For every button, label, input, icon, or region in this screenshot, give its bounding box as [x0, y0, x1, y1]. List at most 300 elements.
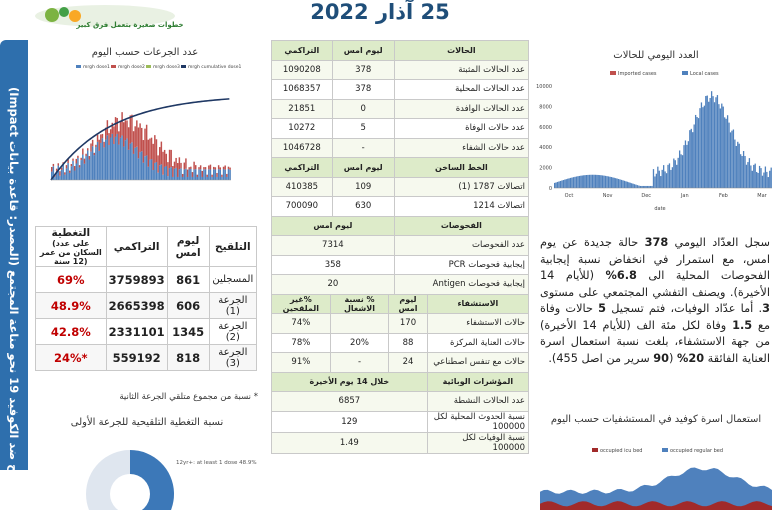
dose-bar	[89, 156, 90, 159]
dose-bar	[177, 163, 178, 177]
cases-head-day: ليوم امس	[332, 41, 394, 61]
summary-figure: 6.8%	[605, 269, 637, 282]
dose-bar	[166, 166, 167, 180]
dose-bar	[71, 164, 72, 166]
dose-bar	[94, 155, 95, 180]
dose-bar	[54, 177, 55, 180]
daily-bar	[667, 165, 668, 188]
dose-bar	[103, 147, 104, 180]
summary-text: سرير من اصل 455).	[548, 351, 654, 365]
daily-xtick: Jan	[680, 193, 689, 199]
daily-bar	[756, 172, 757, 188]
dose-bar	[115, 117, 116, 137]
daily-bar	[678, 158, 679, 188]
dose-bar	[151, 138, 152, 159]
dose-bar	[98, 151, 99, 180]
dose-bar	[215, 167, 216, 169]
daily-bar	[634, 184, 635, 188]
legend-regular: occupied regular bed	[670, 448, 724, 454]
dose-bar	[169, 168, 170, 180]
daily-bar	[589, 175, 590, 188]
daily-bar	[590, 175, 591, 188]
dose-bar	[180, 163, 181, 169]
daily-bar	[730, 132, 731, 188]
daily-bar	[762, 176, 763, 188]
daily-bar	[570, 178, 571, 188]
daily-bar	[631, 183, 632, 188]
dose-bar	[202, 171, 203, 177]
daily-bar	[656, 174, 657, 188]
daily-bar	[574, 177, 575, 188]
daily-bar	[755, 164, 756, 188]
dose-bar	[51, 167, 52, 172]
vac-total: 559192	[106, 345, 167, 371]
dose-bar	[143, 140, 144, 163]
dose-bar	[175, 168, 176, 180]
daily-bar	[619, 179, 620, 188]
hosp-head-occ: % نسبة الاشغال	[330, 294, 389, 314]
daily-bar	[609, 177, 610, 188]
daily-bar	[598, 175, 599, 188]
daily-bar	[616, 179, 617, 188]
dose-bar	[139, 152, 140, 180]
tests-head-day: ليوم امس	[272, 216, 395, 236]
dose-bar	[223, 169, 224, 180]
dose-bar	[62, 165, 63, 180]
dose-bar	[143, 163, 144, 180]
dose-bar	[146, 155, 147, 180]
dose-bar	[118, 131, 119, 144]
summary-text: (للأيام 14 الأخيرة). ويصنف التفشي المجتمعي على مستوى	[540, 269, 770, 299]
daily-bar	[560, 181, 561, 188]
dose-bar	[136, 120, 137, 146]
daily-bar	[701, 102, 702, 188]
hospital-table	[271, 294, 529, 454]
dose-bar	[89, 159, 90, 180]
daily-xtick: Oct	[564, 193, 574, 199]
vaccination-section	[28, 40, 262, 470]
daily-bar	[725, 119, 726, 188]
dose-bar	[95, 147, 96, 180]
daily-bar	[763, 173, 764, 188]
dose-bar	[152, 170, 153, 180]
daily-bar	[673, 159, 674, 188]
dose-bar	[92, 140, 93, 146]
vac-label: الجرعة (2)	[209, 319, 256, 345]
cases-table	[271, 40, 529, 295]
daily-bar	[648, 186, 649, 188]
daily-xlabel: date	[654, 206, 666, 212]
doses-legend-1: mrgh dose1	[83, 65, 110, 70]
dose-bar	[195, 169, 196, 180]
dose-bar	[82, 149, 83, 155]
summary-text: حالة جديدة عن يوم امس، مع استمرار في انخفاض نسبة إيجابية الفحوصات المحلية الى	[540, 236, 770, 282]
table-row: عدد حالات الشفاء - 1046728	[272, 138, 529, 158]
daily-bar	[728, 123, 729, 188]
daily-bar	[711, 91, 712, 188]
daily-bar	[717, 95, 718, 188]
dose-bar	[149, 160, 150, 180]
daily-bar	[644, 186, 645, 188]
hotline-head-label: الخط الساخن	[394, 158, 528, 178]
dose-bar	[224, 170, 225, 180]
dose-bar	[102, 138, 103, 180]
daily-bar	[757, 173, 758, 188]
daily-bar	[628, 182, 629, 188]
summary-figure: 378	[644, 236, 669, 249]
vac-cov: 69%	[36, 267, 107, 293]
summary-text: . أما عدّاد الوفيات، فتم تسجيل	[606, 302, 763, 315]
dose-bar	[66, 165, 67, 168]
dose-bar	[110, 129, 111, 137]
table-row: حالات مع تنفس اصطناعي 24 - 91%	[272, 353, 529, 373]
daily-xtick: Feb	[718, 193, 728, 199]
daily-bar	[567, 179, 568, 188]
dose-bar	[130, 144, 131, 180]
vac-label: الجرعة (1)	[209, 293, 256, 319]
dose-bar	[221, 177, 222, 180]
daily-bar	[606, 176, 607, 188]
table-row: إيجابية فحوصات PCR 358	[272, 255, 529, 275]
daily-bar	[710, 98, 711, 188]
daily-bar	[749, 158, 750, 188]
dose-bar	[74, 170, 75, 180]
daily-ytick: 8000	[539, 104, 552, 111]
daily-bar	[557, 182, 558, 188]
daily-bar	[662, 170, 663, 188]
daily-bar	[682, 155, 683, 188]
table-row: عدد الحالات الوافدة 0 21851	[272, 99, 529, 119]
dose-bar	[216, 173, 217, 177]
dose-bar	[64, 172, 65, 174]
dose-bar	[211, 175, 212, 177]
daily-cases-section	[532, 40, 780, 470]
daily-bar	[583, 175, 584, 188]
daily-ytick: 4000	[539, 145, 552, 152]
table-row: نسبة الحدوث المحلية لكل 100000 129	[272, 411, 529, 432]
daily-bar	[650, 186, 651, 188]
daily-bar	[760, 168, 761, 188]
daily-bar	[573, 177, 574, 188]
dose-bar	[185, 158, 186, 168]
daily-bar	[752, 171, 753, 188]
tests-head-label: الفحوصات	[394, 216, 528, 236]
side-band-title: التلقيح ضد الكوفيد 19 نحو مناعة المجتمع (المصدر: قاعدة بيانات Impact)	[7, 87, 21, 503]
dose-bar	[123, 147, 124, 180]
daily-bar	[654, 176, 655, 188]
vac-head-total: التراكمي	[106, 227, 167, 267]
daily-bar	[708, 102, 709, 188]
dose-bar	[184, 169, 185, 180]
daily-bar	[582, 175, 583, 188]
dose-bar	[198, 167, 199, 169]
daily-bar	[596, 175, 597, 188]
dose-bar	[206, 177, 207, 180]
summary-text: سجل العدّاد اليومي	[668, 236, 770, 249]
daily-cases-chart	[532, 66, 780, 226]
vac-cov: 24%*	[36, 345, 107, 371]
cases-head-label: الحالات	[394, 41, 528, 61]
hosp-head-day: ليوم امس	[389, 294, 427, 314]
dose-bar	[105, 140, 106, 180]
daily-bar	[766, 172, 767, 188]
daily-bar	[571, 178, 572, 188]
dose-bar	[138, 158, 139, 180]
daily-bar	[753, 165, 754, 188]
dose-bar	[169, 150, 170, 168]
daily-bar	[579, 176, 580, 188]
dose-bar	[94, 153, 95, 155]
dose-bar	[108, 133, 109, 145]
dose-bar	[139, 123, 140, 152]
dose-bar	[229, 170, 230, 180]
daily-bar	[695, 115, 696, 188]
dose-bar	[213, 167, 214, 169]
dose-bar	[133, 154, 134, 180]
coverage-donut	[58, 432, 257, 510]
daily-bar	[643, 186, 644, 188]
dose-bar	[226, 174, 227, 177]
daily-bar	[724, 117, 725, 188]
legend-local: Local cases	[690, 71, 719, 77]
dose-bar	[159, 165, 160, 180]
dose-bar	[229, 168, 230, 170]
daily-bar	[622, 180, 623, 188]
dose-bar	[85, 156, 86, 180]
daily-bar	[605, 176, 606, 188]
daily-bar	[750, 165, 751, 188]
daily-bar	[554, 183, 555, 188]
dose-bar	[110, 138, 111, 180]
dose-bar	[66, 168, 67, 180]
dose-bar	[188, 169, 189, 180]
dose-bar	[112, 134, 113, 180]
daily-bar	[676, 165, 677, 188]
dose-bar	[98, 140, 99, 151]
daily-bar	[746, 165, 747, 188]
daily-bar	[614, 178, 615, 188]
dose-bar	[87, 150, 88, 180]
daily-bar	[759, 166, 760, 188]
hotline-head-day: ليوم امس	[332, 158, 394, 178]
dose-bar	[130, 115, 131, 143]
daily-bar	[587, 175, 588, 188]
dose-bar	[144, 156, 145, 180]
daily-ytick: 10000	[536, 84, 552, 90]
dose-bar	[156, 139, 157, 162]
daily-bar	[688, 141, 689, 188]
dose-bar	[220, 167, 221, 169]
dose-bar	[210, 169, 211, 180]
dose-bar	[115, 137, 116, 180]
daily-bar	[585, 175, 586, 188]
daily-bar	[743, 151, 744, 188]
daily-ytick: 6000	[539, 124, 552, 131]
summary-paragraph	[540, 235, 770, 367]
daily-bar	[640, 186, 641, 188]
dose-bar	[213, 169, 214, 180]
dose-bar	[185, 169, 186, 180]
daily-bar	[599, 175, 600, 188]
daily-bar	[672, 167, 673, 188]
dose-bar	[154, 163, 155, 180]
daily-bar	[675, 160, 676, 188]
daily-bar	[744, 156, 745, 188]
dose-bar	[90, 152, 91, 180]
dose-bar	[228, 169, 229, 180]
daily-bar	[712, 96, 713, 188]
table-row	[36, 345, 257, 371]
daily-bar	[692, 132, 693, 188]
dose-bar	[59, 171, 60, 176]
daily-bar	[718, 104, 719, 188]
side-band	[0, 40, 28, 503]
summary-text: وفاة لكل مئة الف (للأيام 14 الأخيرة) من جهة الاستشفاء، بلغت نسبة استعمال اسرة العناية الفائقة	[540, 318, 770, 365]
dose-bar	[59, 176, 60, 180]
dose-bar	[220, 170, 221, 180]
dose-bar	[221, 175, 222, 177]
dose-bar	[146, 125, 147, 156]
table-row: عدد الحالات المحلية 378 1068357	[272, 80, 529, 100]
dose-bar	[211, 177, 212, 180]
dose-bar	[144, 129, 145, 157]
daily-xtick: Dec	[641, 193, 652, 199]
table-row: عدد الفحوصات 7314	[272, 236, 529, 256]
daily-bar	[660, 176, 661, 188]
daily-bar	[577, 176, 578, 188]
daily-bar	[733, 129, 734, 188]
dose-bar	[123, 122, 124, 146]
dose-bar	[126, 120, 127, 138]
daily-ytick: 2000	[539, 165, 552, 172]
table-row	[272, 372, 529, 392]
vac-total: 3759893	[106, 267, 167, 293]
legend-imported: Imported cases	[618, 71, 657, 77]
dose-bar	[113, 144, 114, 180]
summary-figure: 5	[598, 302, 607, 315]
dose-bar	[131, 115, 132, 143]
vac-day: 861	[167, 267, 209, 293]
daily-bar	[664, 171, 665, 188]
dose-bar	[164, 167, 165, 180]
donut-label: 12yr+: at least 1 dose 48.9%	[176, 460, 257, 466]
dose-bar	[141, 151, 142, 180]
dose-bar	[76, 159, 77, 164]
dose-bar	[72, 159, 73, 161]
dose-bar	[116, 118, 117, 134]
dose-bar	[133, 131, 134, 154]
dose-bar	[126, 138, 127, 180]
dose-bar	[197, 177, 198, 180]
dose-bar	[64, 175, 65, 180]
dose-bar	[187, 177, 188, 180]
dose-bar	[138, 127, 139, 158]
dose-bar	[216, 177, 217, 180]
dose-bar	[152, 144, 153, 170]
table-row: عدد الحالات المثبتة 378 1090208	[272, 60, 529, 80]
dose-bar	[162, 152, 163, 175]
daily-bar	[715, 97, 716, 188]
dose-bar	[215, 170, 216, 180]
dose-bar	[71, 166, 72, 180]
vac-cov: 48.9%	[36, 293, 107, 319]
dose-bar	[134, 148, 135, 180]
dose-bar	[190, 167, 191, 169]
daily-bar	[625, 181, 626, 188]
doses-chart	[36, 60, 262, 220]
daily-bar	[707, 96, 708, 188]
doses-legend-4: mrgh cumulative dose1	[188, 65, 242, 70]
daily-bar	[670, 170, 671, 188]
dose-bar	[67, 163, 68, 180]
daily-bar	[647, 186, 648, 188]
daily-bar	[608, 176, 609, 188]
dose-bar	[113, 126, 114, 144]
daily-bar	[663, 165, 664, 188]
daily-bar	[592, 175, 593, 188]
dose-bar	[159, 147, 160, 165]
dose-bar	[74, 166, 75, 170]
doses-legend-2: mrgh dose2	[118, 65, 145, 70]
dose-bar	[108, 145, 109, 180]
dose-bar	[193, 162, 194, 170]
daily-bar	[694, 124, 695, 188]
daily-bar	[685, 140, 686, 188]
vac-total: 2331101	[106, 319, 167, 345]
daily-bar	[699, 108, 700, 188]
vac-head-label: التلقيح	[209, 227, 256, 267]
dose-bar	[157, 155, 158, 172]
dose-bar	[164, 150, 165, 167]
dose-bar	[174, 169, 175, 180]
summary-figure: 20%	[677, 351, 705, 365]
daily-bar	[768, 177, 769, 188]
daily-bar	[666, 173, 667, 188]
dose-bar	[190, 169, 191, 180]
dose-bar	[203, 167, 204, 169]
vac-label: المسجلين	[209, 267, 256, 293]
beds-chart-title: استعمال اسرة كوفيد في المستشفيات حسب اليوم	[550, 414, 762, 425]
dose-bar	[100, 134, 101, 143]
dose-bar	[187, 170, 188, 177]
daily-bar	[721, 104, 722, 188]
dose-bar	[205, 169, 206, 180]
daily-bar	[689, 130, 690, 188]
dose-bar	[79, 167, 80, 180]
daily-bar	[635, 185, 636, 188]
dose-bar	[87, 148, 88, 150]
dose-bar	[154, 135, 155, 163]
daily-bar	[659, 171, 660, 188]
table-row: حالات الاستشفاء 170 74%	[272, 314, 529, 334]
daily-bar	[679, 150, 680, 188]
doses-chart-title: عدد الجرعات حسب اليوم	[91, 47, 199, 58]
daily-bar	[691, 129, 692, 188]
daily-bar	[739, 144, 740, 188]
daily-bar	[558, 181, 559, 188]
dose-bar	[58, 166, 59, 180]
daily-bar	[595, 175, 596, 188]
daily-bar	[723, 107, 724, 188]
coverage-title: نسبة التغطية التلقيحية للجرعة الأولى	[70, 417, 224, 428]
dose-bar	[180, 168, 181, 180]
dose-bar	[198, 169, 199, 180]
daily-bar	[727, 115, 728, 188]
daily-bar	[564, 180, 565, 188]
dose-bar	[208, 169, 209, 180]
dose-bar	[131, 142, 132, 180]
table-row	[36, 319, 257, 345]
